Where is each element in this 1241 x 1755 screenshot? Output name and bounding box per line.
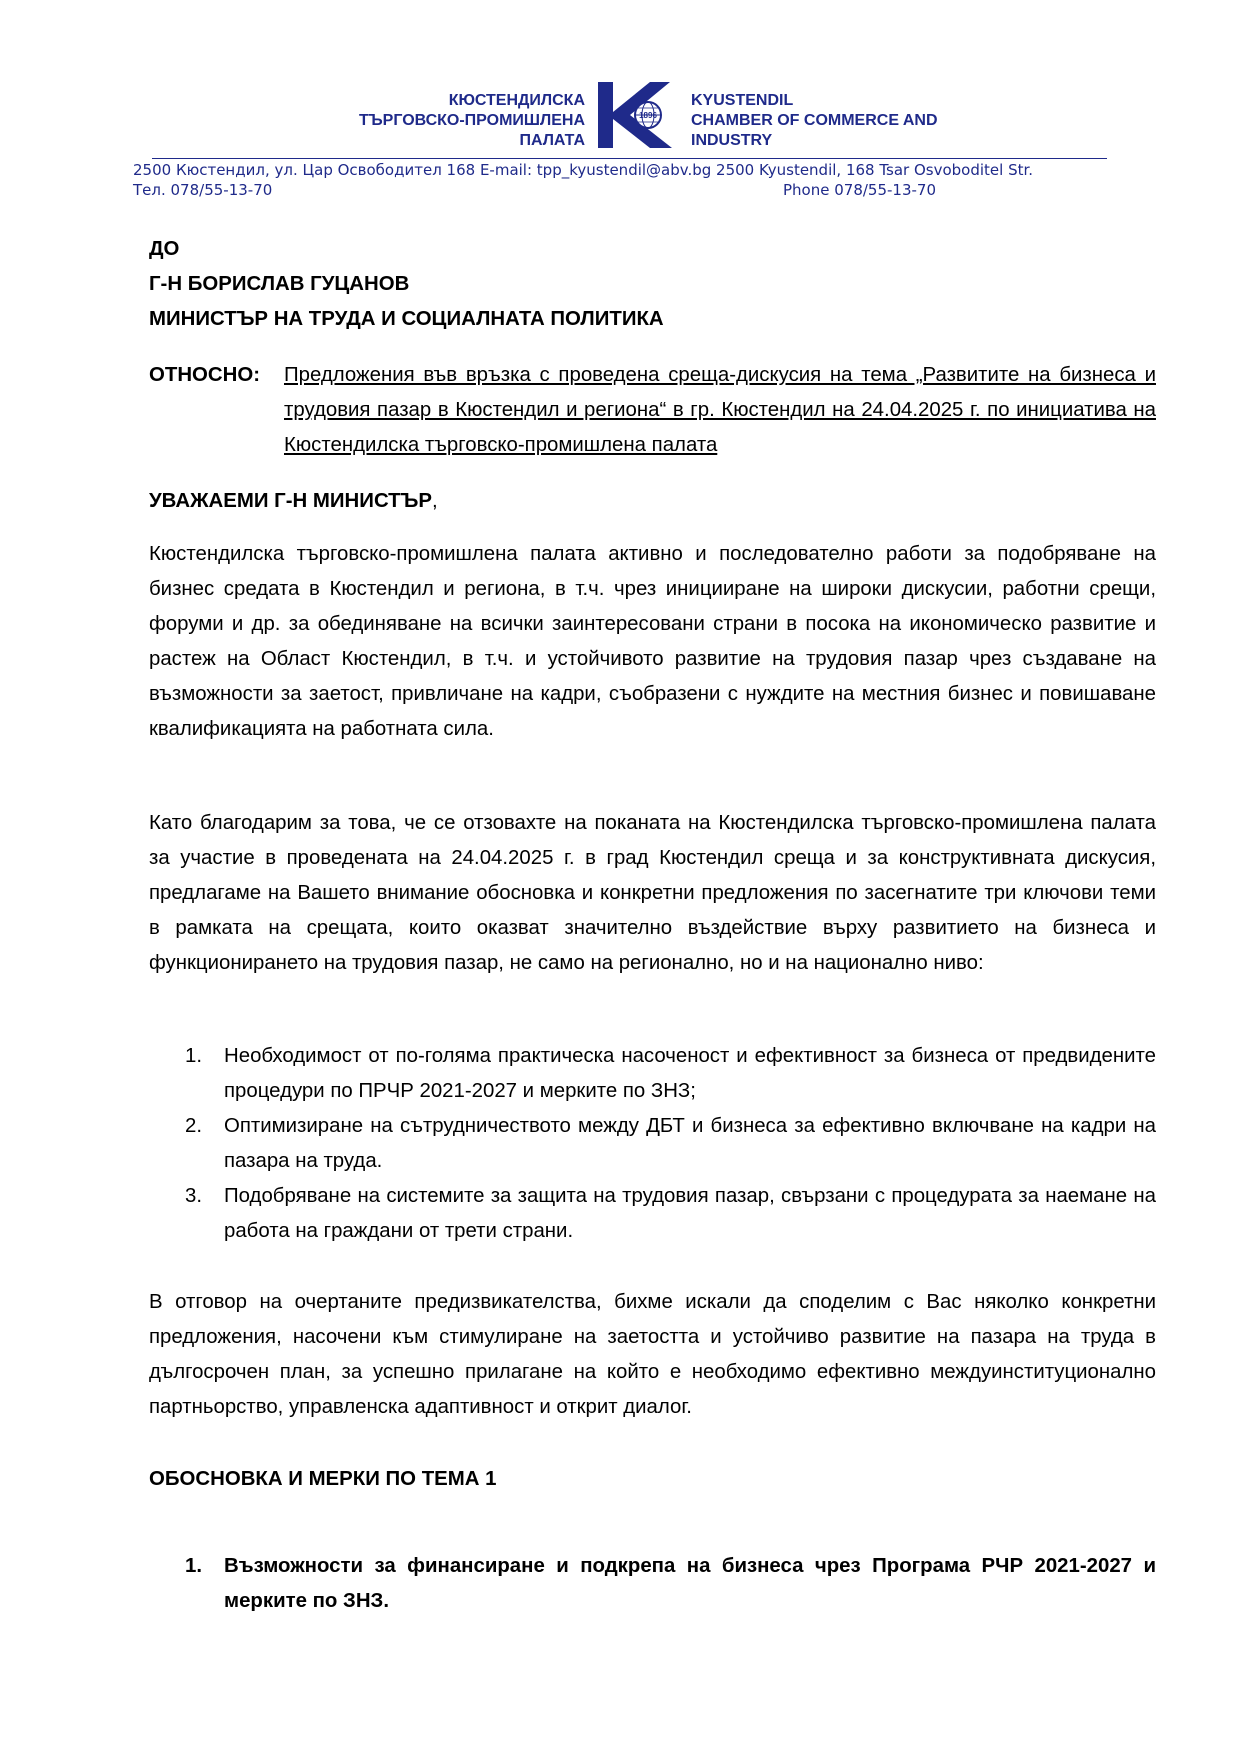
logo-year: 1896 xyxy=(639,111,657,120)
list-item xyxy=(149,1109,1156,1179)
paragraph-3: В отговор на очертаните предизвикателства, бихме искали да споделим с Вас няколко конкретни предложения, насочени към стимулиране на заетостта и устойчиво развитие на пазара на труда в дългосрочен план, за успешно прилагане на който е необходимо ефективно междуинституционално партньорство, управленска адаптивност и открит диалог. xyxy=(149,1291,1156,1418)
chamber-logo xyxy=(598,82,679,148)
addressee-block xyxy=(149,232,664,337)
phone-bg: Тел. 078/55-13-70 xyxy=(133,181,273,199)
salutation-comma: , xyxy=(431,490,438,512)
contact-address-line: 2500 Кюстендил, ул. Цар Освободител 168 E-mail: tpp_kyustendil@abv.bg 2500 Kyustendil, 168 Tsar Osvoboditel Str. xyxy=(133,161,1034,179)
paragraph-2: Като благодарим за това, че се отзовахте на поканата на Кюстендилска търговско-промишлена палата за участие в проведената на 24.04.2025 г. в град Кюстендил среща и за конструктивната дискусия, предлагаме на Вашето внимание обосновка и конкретни предложения по засегнатите три ключови теми в рамката на срещата, които оказват значително въздействие върху развитието на бизнеса и функционирането на трудовия пазар, не само на регионално, но и на национално ниво: xyxy=(149,812,1156,974)
paragraph-1: Кюстендилска търговско-промишлена палата активно и последователно работи за подобряване на бизнес средата в Кюстендил и региона, в т.ч. чрез иницииране на широки дискусии, работни срещи, форуми и др. за обединяване на всички заинтересовани страни в посока на икономическо развитие и растеж на Област Кюстендил, в т.ч. и устойчивото развитие на трудовия пазар чрез създаване на възможности за заетост, привличане на кадри, съобразени с нуждите на местния бизнес и повишаване квалификацията на работната сила. xyxy=(149,543,1156,740)
addressee-name: Г-Н БОРИСЛАВ ГУЦАНОВ xyxy=(149,273,410,295)
letterhead-bg-line: ПАЛАТА xyxy=(519,132,585,149)
addressee-title: МИНИСТЪР НА ТРУДА И СОЦИАЛНАТА ПОЛИТИКА xyxy=(149,308,664,330)
letterhead-en-line: INDUSTRY xyxy=(691,132,773,149)
subject-text: Предложения във връзка с проведена среща-дискусия на тема „Развитите на бизнеса и трудовия пазар в Кюстендил и региона“ в гр. Кюстендил на 24.04.2025 г. по инициатива на Кюстендилска търговско-промишлена палата xyxy=(284,364,1156,456)
list-item-text: Подобряване на системите за защита на трудовия пазар, свързани с процедурата за наемане на работа на граждани от трети страни. xyxy=(224,1185,1156,1242)
letterhead-bg-line: КЮСТЕНДИЛСКА xyxy=(448,92,585,109)
list-item xyxy=(149,1179,1156,1249)
letterhead-divider xyxy=(152,158,1107,159)
addressee-to: ДО xyxy=(149,238,180,260)
list-item-text: Оптимизиране на сътрудничеството между ДБТ и бизнеса за ефективно включване на кадри на пазара на труда. xyxy=(224,1115,1156,1172)
letterhead-en-line: CHAMBER OF COMMERCE AND xyxy=(691,112,938,129)
subsection-text: Възможности за финансиране и подкрепа на бизнеса чрез Програма РЧР 2021-2027 и мерките по ЗНЗ. xyxy=(224,1555,1156,1612)
letterhead-contact xyxy=(133,160,1153,200)
list-item-text: Необходимост от по-голяма практическа насоченост и ефективност за бизнеса от предвидените процедури по ПРЧР 2021-2027 и мерките по ЗНЗ; xyxy=(224,1045,1156,1102)
section-heading: ОБОСНОВКА И МЕРКИ ПО ТЕМА 1 xyxy=(149,1468,497,1490)
phone-en: Phone 078/55-13-70 xyxy=(783,181,937,199)
topics-list xyxy=(149,1039,1156,1249)
letterhead-en-line: KYUSTENDIL xyxy=(691,92,794,109)
contact-phone-line xyxy=(133,180,1153,200)
list-item-number: 2. xyxy=(185,1115,203,1137)
list-item-number: 3. xyxy=(185,1185,203,1207)
subsection-heading xyxy=(149,1549,1156,1619)
salutation xyxy=(149,484,1146,519)
list-item-number: 1. xyxy=(185,1045,203,1067)
list-item xyxy=(149,1039,1156,1109)
letterhead-bg-line: ТЪРГОВСКО-ПРОМИШЛЕНА xyxy=(358,112,585,129)
salutation-text: УВАЖАЕМИ Г-Н МИНИСТЪР xyxy=(149,490,432,512)
letterhead-en-name xyxy=(691,91,938,151)
letterhead-bg-name xyxy=(359,91,585,151)
subject-label: ОТНОСНО: xyxy=(149,364,261,386)
subsection-number: 1. xyxy=(185,1555,203,1577)
